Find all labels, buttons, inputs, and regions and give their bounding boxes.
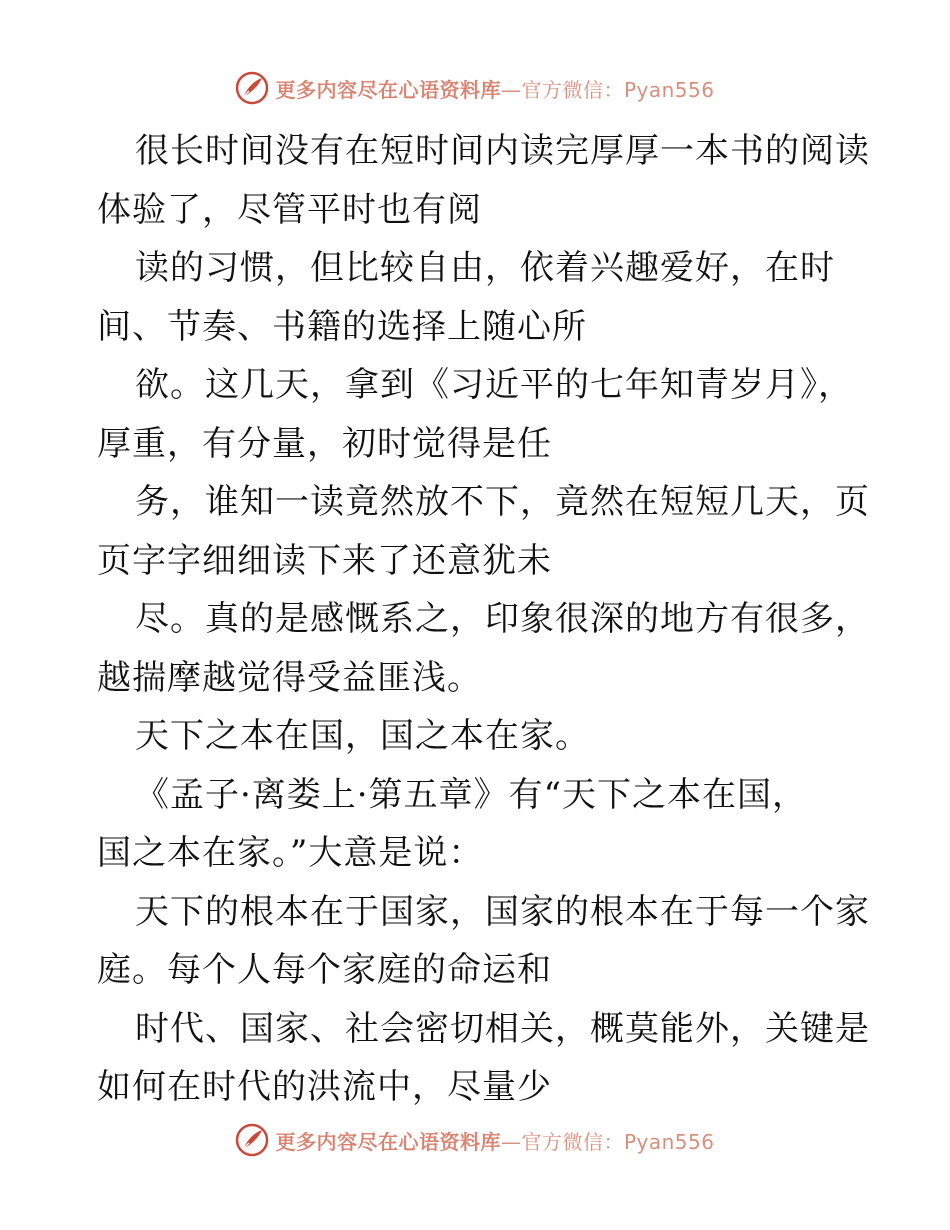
text-line: 时代、国家、社会密切相关，概莫能外，关键是 (135, 1008, 870, 1049)
text-line: 务，谁知一读竟然放不下，竟然在短短几天，页 (135, 482, 870, 522)
watermark-brand: 更多内容尽在心语资料库 (275, 77, 501, 102)
text-line: 间、节奏、书籍的选择上随心所 (97, 306, 587, 347)
watermark-brand: 更多内容尽在心语资料库 (275, 1129, 501, 1154)
text-line: 天下之本在国，国之本在家。 (135, 716, 590, 756)
text-line: 厚重，有分量，初时觉得是任 (97, 423, 552, 464)
text-line: 《孟子·离娄上·第五章》有“天下之本在国， (135, 774, 807, 815)
text-line: 如何在时代的洪流中，尽量少 (97, 1067, 552, 1107)
text-line: 庭。每个人每个家庭的命运和 (97, 950, 552, 990)
footer-watermark (0, 1120, 950, 1160)
text-line: 很长时间没有在短时间内读完厚厚一本书的阅读 (135, 131, 870, 171)
text-line: 越揣摩越觉得受益匪浅。 (97, 657, 482, 698)
text-line: 国之本在家。”大意是说： (97, 833, 484, 873)
text-line: 页字字细细读下来了还意犹未 (97, 540, 552, 581)
text-line: 天下的根本在于国家，国家的根本在于每一个家 (135, 891, 870, 932)
text-line: 读的习惯，但比较自由，依着兴趣爱好，在时 (135, 248, 835, 288)
watermark-contact: —官方微信：Pyan556 (500, 77, 715, 102)
text-line: 欲。这几天，拿到《习近平的七年知青岁月》， (135, 365, 853, 405)
watermark-contact: —官方微信：Pyan556 (500, 1129, 715, 1154)
header-watermark (0, 68, 950, 108)
document-body (97, 122, 870, 1117)
text-line: 体验了，尽管平时也有阅 (97, 189, 482, 230)
quill-pen-icon (235, 71, 269, 105)
text-line: 尽。真的是感慨系之，印象很深的地方有很多， (135, 599, 870, 639)
quill-pen-icon (235, 1123, 269, 1157)
